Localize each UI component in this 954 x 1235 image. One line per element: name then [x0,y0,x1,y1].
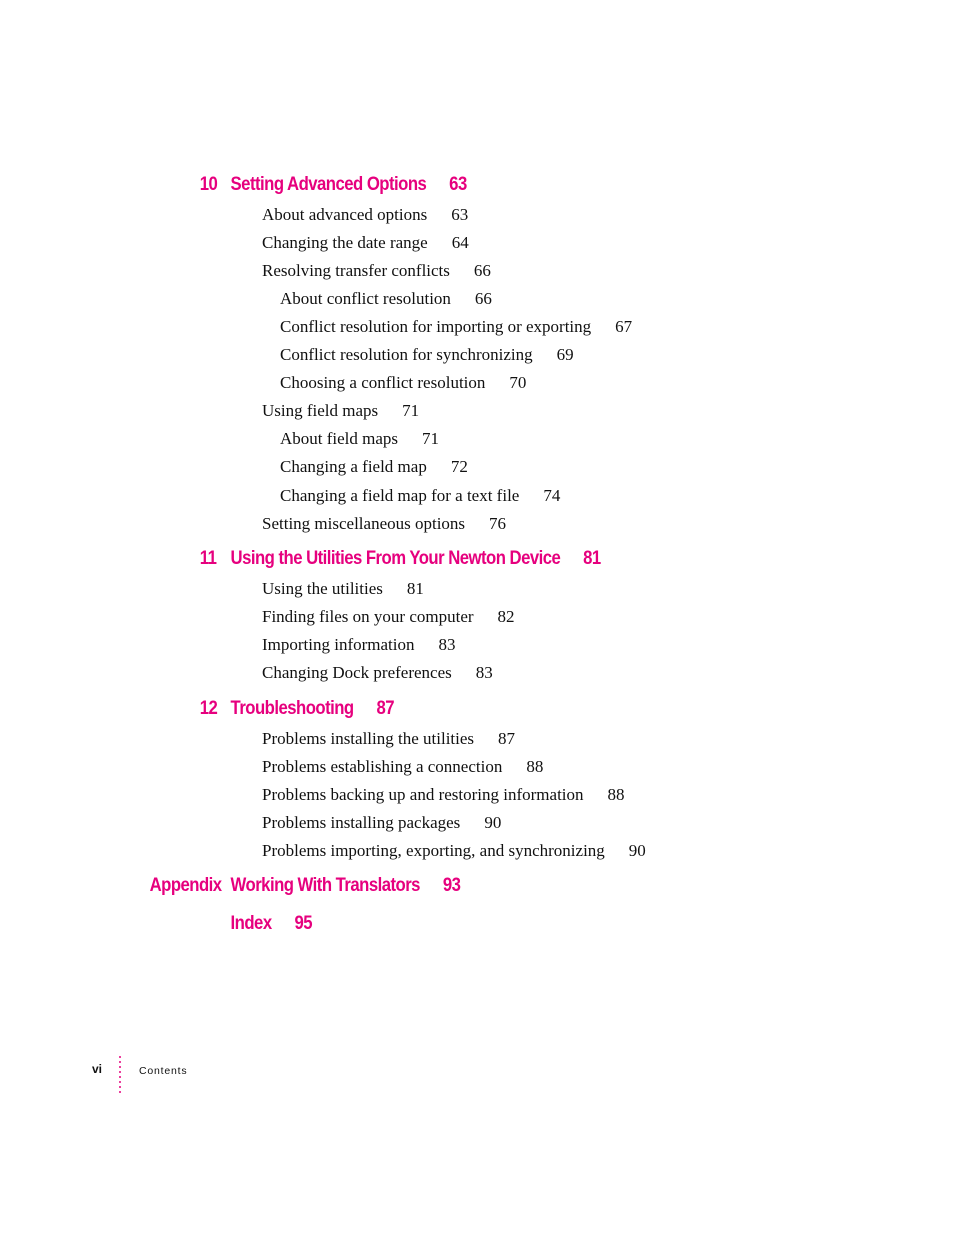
chapter-page-number: 87 [376,698,395,719]
entry-title: Changing the date range [262,233,428,252]
chapter-page-number: 63 [449,174,467,195]
toc-subentry[interactable] [280,486,560,506]
entry-page-number: 71 [422,429,440,448]
entry-title: About conflict resolution [280,289,451,308]
chapter-number: 11 [199,548,217,569]
toc-entry[interactable] [262,607,515,627]
entry-page-number: 87 [498,729,516,748]
entry-page-number: 63 [451,205,469,224]
entry-page-number: 76 [489,514,507,533]
entry-title: Conflict resolution for synchronizing [280,345,533,364]
entry-title: Importing information [262,635,415,654]
entry-title: Resolving transfer conflicts [262,261,450,280]
appendix-label: Appendix [149,875,222,896]
entry-page-number: 70 [509,373,527,392]
chapter-title: Using the Utilities From Your Newton Device [230,548,561,569]
chapter-title: Working With Translators [230,875,420,896]
toc-entry[interactable] [262,813,501,833]
page-folio: vi [92,1062,103,1076]
chapter-page-number: 95 [294,913,313,934]
chapter-title: Setting Advanced Options [230,174,427,195]
entry-title: Changing a field map [280,457,427,476]
chapter-page-number: 93 [442,875,461,896]
toc-subentry[interactable] [280,317,632,337]
entry-title: Finding files on your computer [262,607,474,626]
entry-page-number: 90 [628,841,646,860]
toc-entry[interactable] [262,205,468,225]
toc-entry[interactable] [262,785,625,805]
toc-entry[interactable] [262,841,646,861]
entry-page-number: 82 [497,607,515,626]
chapter-title: Index [230,913,272,934]
toc-entry[interactable] [262,261,491,281]
toc-entry[interactable] [262,663,493,683]
entry-title: Using the utilities [262,579,383,598]
entry-page-number: 71 [402,401,420,420]
entry-page-number: 83 [438,635,456,654]
toc-entry[interactable] [262,233,469,253]
entry-title: Changing a field map for a text file [280,486,520,505]
entry-page-number: 81 [406,579,424,598]
entry-page-number: 83 [475,663,493,682]
entry-title: Problems installing the utilities [262,729,475,748]
toc-entry[interactable] [262,401,419,421]
entry-page-number: 88 [607,785,625,804]
toc-entry[interactable] [262,757,543,777]
entry-title: Changing Dock preferences [262,663,452,682]
toc-entry[interactable] [262,579,424,599]
entry-page-number: 64 [451,233,469,252]
running-footer: Contents [139,1065,188,1077]
entry-title: Using field maps [262,401,379,420]
chapter-number: 12 [199,698,218,719]
chapter-number: 10 [199,174,218,195]
entry-title: Choosing a conflict resolution [280,373,486,392]
entry-title: About advanced options [262,205,428,224]
entry-page-number: 69 [556,345,574,364]
chapter-title: Troubleshooting [230,698,354,719]
entry-page-number: 72 [450,457,468,476]
entry-title: Problems installing packages [262,813,461,832]
entry-page-number: 67 [615,317,633,336]
entry-page-number: 66 [474,289,492,308]
entry-title: Setting miscellaneous options [262,514,466,533]
entry-page-number: 74 [543,486,561,505]
entry-title: Problems importing, exporting, and synchronizing [262,841,605,860]
toc-subentry[interactable] [280,373,526,393]
entry-page-number: 88 [526,757,544,776]
entry-page-number: 90 [484,813,502,832]
toc-subentry[interactable] [280,429,439,449]
toc-entry[interactable] [262,514,506,534]
toc-entry[interactable] [262,635,456,655]
entry-title: Conflict resolution for importing or exporting [280,317,592,336]
chapter-page-number: 81 [583,548,601,569]
entry-page-number: 66 [473,261,491,280]
toc-subentry[interactable] [280,457,468,477]
entry-title: About field maps [280,429,399,448]
toc-entry[interactable] [262,729,515,749]
toc-subentry[interactable] [280,345,574,365]
entry-title: Problems establishing a connection [262,757,503,776]
entry-title: Problems backing up and restoring information [262,785,584,804]
dotted-rule [119,1056,123,1094]
toc-subentry[interactable] [280,289,492,309]
